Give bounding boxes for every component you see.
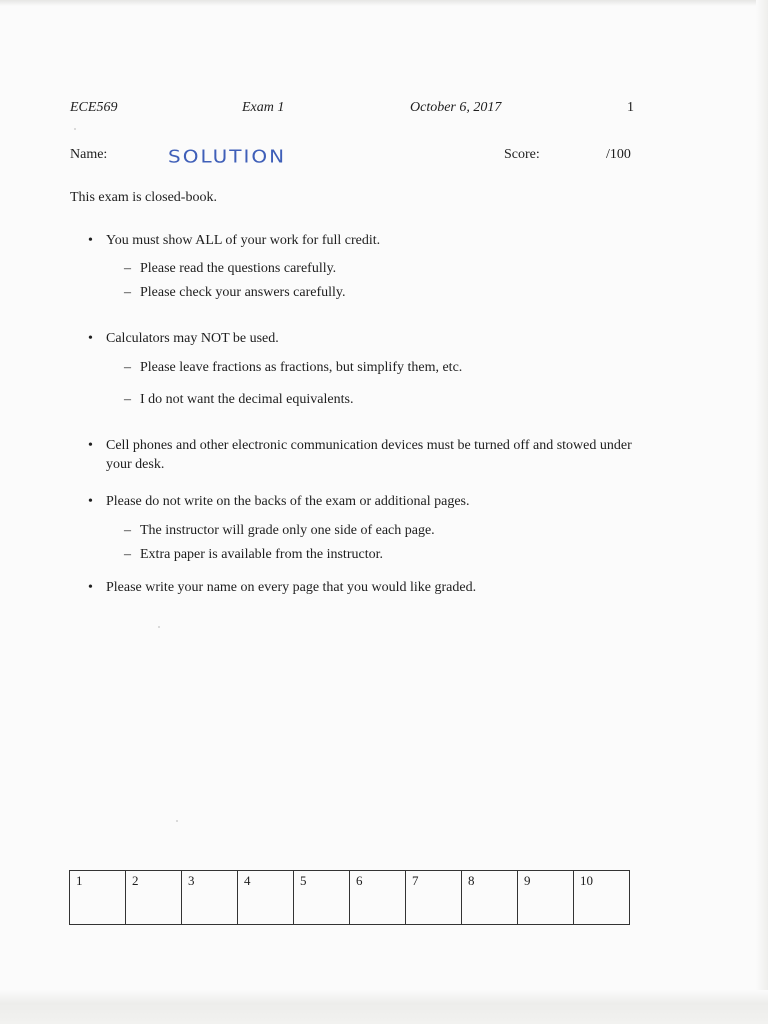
score-total: /100 (606, 147, 631, 162)
bullet-icon: • (88, 331, 93, 346)
bullet-icon: • (88, 233, 93, 248)
grade-cell: 5 (294, 871, 350, 925)
sub-instruction (124, 523, 435, 539)
exam-title: Exam 1 (242, 100, 285, 115)
scan-speck (158, 626, 160, 628)
name-label: Name: (70, 147, 108, 162)
sub-instruction-text: Please check your answers carefully. (140, 285, 346, 300)
scan-speck (74, 128, 76, 130)
handwritten-name: SOLUTION (168, 145, 287, 167)
dash-icon: – (124, 285, 131, 300)
instruction-text: Please do not write on the backs of the exam or additional pages. (106, 494, 470, 509)
grade-cell: 8 (462, 871, 518, 925)
bullet-icon: • (88, 580, 93, 595)
sub-instruction (124, 360, 462, 376)
grade-cell: 9 (518, 871, 574, 925)
sub-instruction (124, 285, 346, 301)
sub-instruction-text: Please read the questions carefully. (140, 261, 337, 276)
sub-instruction-text: Please leave fractions as fractions, but simplify them, etc. (140, 360, 463, 375)
scan-edge-right (756, 0, 768, 1024)
instruction-text: Cell phones and other electronic communication devices must be turned off and stowed under your desk. (106, 438, 632, 472)
scan-edge-top (0, 0, 768, 6)
sub-instruction-text: The instructor will grade only one side of each page. (140, 523, 435, 538)
instruction-text: Calculators may NOT be used. (106, 331, 279, 346)
dash-icon: – (124, 547, 131, 562)
sub-instruction-text: Extra paper is available from the instructor. (140, 547, 383, 562)
grade-table-row (70, 871, 630, 925)
dash-icon: – (124, 360, 131, 375)
exam-date: October 6, 2017 (410, 100, 502, 115)
sub-instruction-text: I do not want the decimal equivalents. (140, 392, 354, 407)
instruction-text: Please write your name on every page that you would like graded. (106, 580, 477, 595)
grade-cell: 4 (238, 871, 294, 925)
grade-cell: 10 (574, 871, 630, 925)
sub-instruction (124, 392, 353, 408)
course-code: ECE569 (70, 100, 118, 115)
grade-table (69, 870, 630, 925)
bullet-icon: • (88, 494, 93, 509)
scan-speck (176, 820, 178, 822)
scan-edge-bottom (0, 990, 768, 1024)
grade-cell: 3 (182, 871, 238, 925)
dash-icon: – (124, 392, 131, 407)
grade-cell: 2 (126, 871, 182, 925)
sub-instruction (124, 547, 383, 563)
instruction-text: You must show ALL of your work for full credit. (106, 233, 381, 248)
intro-text: This exam is closed-book. (70, 190, 217, 205)
page-number: 1 (627, 100, 634, 115)
bullet-icon: • (88, 438, 93, 453)
grade-cell: 6 (350, 871, 406, 925)
dash-icon: – (124, 261, 131, 276)
sub-instruction (124, 261, 336, 277)
score-label: Score: (504, 147, 540, 162)
dash-icon: – (124, 523, 131, 538)
grade-cell: 1 (70, 871, 126, 925)
grade-cell: 7 (406, 871, 462, 925)
